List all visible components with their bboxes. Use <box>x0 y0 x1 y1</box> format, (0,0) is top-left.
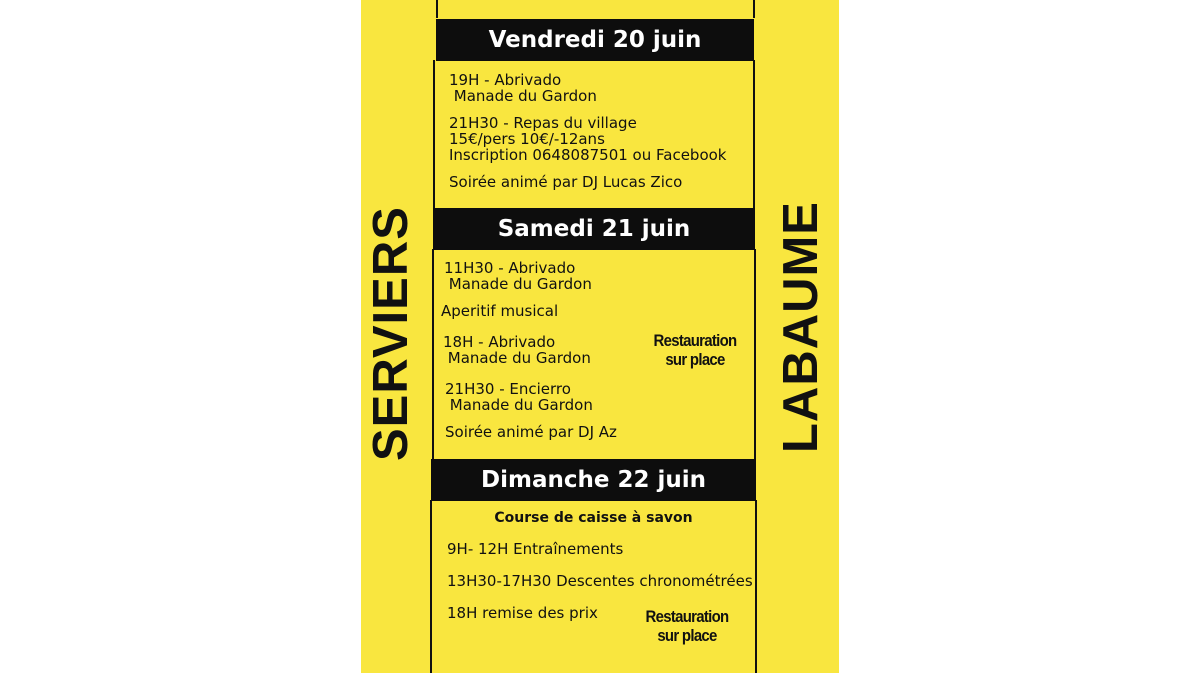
event-item: Soirée animé par DJ Az <box>445 423 617 441</box>
side-title-left: SERVIERS <box>364 206 418 461</box>
event-item: 18H remise des prix <box>447 604 598 622</box>
frame-line-right <box>754 249 756 461</box>
frame-line-right <box>753 0 755 18</box>
day-header-friday: Vendredi 20 juin <box>436 19 754 61</box>
event-item: 21H30 - Repas du village 15€/pers 10€/-12ans Inscription 0648087501 ou Facebook <box>449 114 727 164</box>
event-item: 9H- 12H Entraînements <box>447 540 624 558</box>
event-item: 18H - Abrivado Manade du Gardon <box>443 333 591 367</box>
event-item: 11H30 - Abrivado Manade du Gardon <box>444 259 592 293</box>
event-item: Soirée animé par DJ Lucas Zico <box>449 173 683 191</box>
frame-line-left <box>432 249 434 461</box>
frame-line-left <box>433 60 435 208</box>
side-title-right: LABAUME <box>774 201 828 453</box>
restauration-note: Restauration sur place <box>645 607 729 645</box>
frame-line-right <box>753 60 755 208</box>
event-poster <box>361 0 839 673</box>
event-item: Aperitif musical <box>441 302 559 320</box>
event-item: 13H30-17H30 Descentes chronométrées <box>447 572 753 590</box>
day-header-saturday: Samedi 21 juin <box>433 208 755 250</box>
section-subtitle: Course de caisse à savon <box>494 510 693 526</box>
event-item: 19H - Abrivado Manade du Gardon <box>449 71 597 105</box>
day-header-sunday: Dimanche 22 juin <box>431 459 756 501</box>
restauration-note: Restauration sur place <box>653 331 737 369</box>
event-item: 21H30 - Encierro Manade du Gardon <box>445 380 593 414</box>
frame-line-left <box>436 0 438 18</box>
